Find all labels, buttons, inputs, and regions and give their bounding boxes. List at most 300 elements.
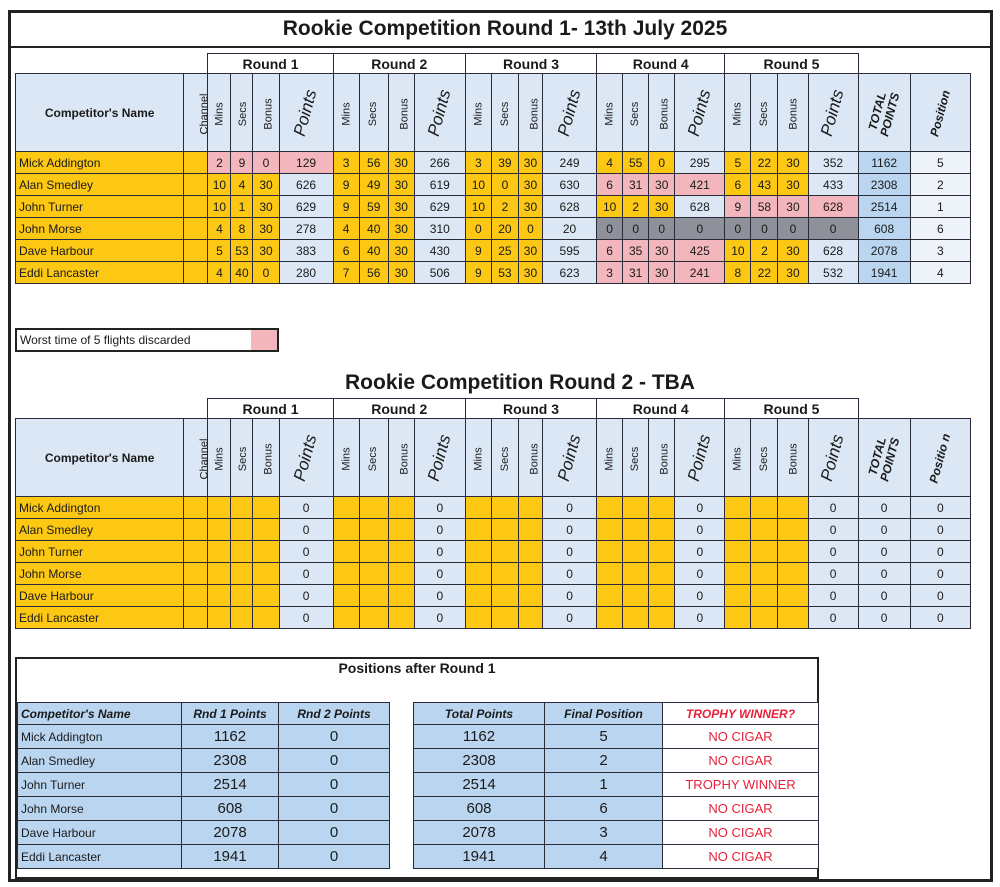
points-cell: 383 [279, 240, 333, 262]
mins-cell [333, 607, 359, 629]
competitor-name: Dave Harbour [16, 585, 184, 607]
bonus-cell: 30 [518, 152, 542, 174]
bonus-cell: 30 [649, 262, 675, 284]
competitor-row [16, 585, 971, 607]
mins-cell: 0 [597, 218, 623, 240]
summary-final-position: 5 [545, 725, 663, 749]
header-mins [465, 74, 491, 152]
bonus-cell: 30 [388, 174, 414, 196]
header-bonus-label: Bonus [398, 442, 411, 475]
mins-cell: 9 [333, 174, 359, 196]
summary-row [414, 749, 819, 773]
mins-cell: 0 [725, 218, 751, 240]
competitor-name: John Morse [16, 563, 184, 585]
secs-cell [623, 519, 649, 541]
header-mins-label: Mins [731, 101, 744, 126]
mins-cell [208, 563, 231, 585]
secs-cell [359, 519, 388, 541]
points-cell: 0 [279, 541, 333, 563]
points-cell: 0 [675, 218, 725, 240]
header-secs-label: Secs [237, 101, 250, 126]
header-mins [597, 419, 623, 497]
sheet1-title: Rookie Competition Round 1- 13th July 2025 [282, 17, 728, 40]
round-header: Round 5 [725, 54, 858, 74]
mins-cell: 3 [465, 152, 491, 174]
header-secs [231, 419, 253, 497]
secs-cell [491, 585, 518, 607]
summary-row [18, 797, 390, 821]
header-bonus-label: Bonus [528, 442, 541, 475]
points-cell: 0 [279, 497, 333, 519]
secs-cell [751, 541, 778, 563]
bonus-cell: 0 [649, 152, 675, 174]
summary-row [414, 773, 819, 797]
header-total-label: TOTAL POINTS [865, 435, 903, 483]
header-bonus [253, 74, 279, 152]
bonus-cell [253, 541, 279, 563]
bonus-cell: 30 [518, 262, 542, 284]
summary-total: 1941 [414, 845, 545, 869]
points-cell: 0 [543, 519, 597, 541]
mins-cell: 9 [725, 196, 751, 218]
bonus-cell: 0 [518, 218, 542, 240]
mins-cell: 10 [465, 196, 491, 218]
mins-cell [333, 541, 359, 563]
legend-discarded [15, 328, 279, 352]
bonus-cell: 30 [518, 174, 542, 196]
points-cell: 626 [279, 174, 333, 196]
summary-row [18, 725, 390, 749]
header-position-label: Positio n [926, 431, 954, 485]
secs-cell [623, 607, 649, 629]
header-points [675, 74, 725, 152]
secs-cell [231, 519, 253, 541]
mins-cell [208, 497, 231, 519]
channel-cell [184, 240, 208, 262]
header-bonus-label: Bonus [788, 442, 801, 475]
points-cell: 506 [414, 262, 465, 284]
points-cell: 433 [808, 174, 858, 196]
secs-cell: 25 [491, 240, 518, 262]
round-header: Round 3 [465, 54, 596, 74]
points-cell: 0 [675, 519, 725, 541]
bonus-cell [649, 497, 675, 519]
header-bonus-label: Bonus [263, 97, 276, 130]
header-channel [184, 419, 211, 497]
secs-cell: 0 [623, 218, 649, 240]
points-cell: 628 [543, 196, 597, 218]
header-points [675, 419, 725, 497]
points-cell: 628 [808, 196, 858, 218]
mins-cell [725, 541, 751, 563]
bonus-cell [253, 585, 279, 607]
spacer [858, 399, 970, 419]
mins-cell: 4 [208, 218, 231, 240]
mins-cell: 9 [333, 196, 359, 218]
competitor-row [16, 196, 971, 218]
points-cell: 0 [414, 497, 465, 519]
header-points [279, 74, 333, 152]
points-cell: 0 [543, 607, 597, 629]
bonus-cell: 0 [778, 218, 808, 240]
summary-row [414, 845, 819, 869]
position-cell: 6 [910, 218, 970, 240]
secs-cell: 22 [751, 262, 778, 284]
bonus-cell: 30 [778, 174, 808, 196]
mins-cell: 4 [208, 262, 231, 284]
round-header: Round 2 [333, 54, 465, 74]
mins-cell: 5 [725, 152, 751, 174]
secs-cell [231, 585, 253, 607]
secs-cell [231, 607, 253, 629]
secs-cell [359, 607, 388, 629]
secs-cell: 20 [491, 218, 518, 240]
mins-cell [333, 563, 359, 585]
competitor-row [16, 240, 971, 262]
mins-cell [208, 541, 231, 563]
secs-cell: 53 [231, 240, 253, 262]
header-secs-label: Secs [367, 101, 380, 126]
col-name: Competitor's Name [18, 703, 182, 725]
mins-cell [333, 585, 359, 607]
summary-total: 608 [414, 797, 545, 821]
header-total-points [858, 419, 910, 497]
secs-cell: 53 [491, 262, 518, 284]
bonus-cell [253, 519, 279, 541]
summary-total: 2078 [414, 821, 545, 845]
summary-rnd1: 2078 [182, 821, 279, 845]
points-cell: 266 [414, 152, 465, 174]
total-points-cell: 0 [858, 585, 910, 607]
secs-cell [751, 519, 778, 541]
header-competitor-name: Competitor's Name [16, 419, 184, 497]
bonus-cell: 30 [778, 152, 808, 174]
header-secs-label: Secs [629, 446, 642, 471]
competitor-row [16, 152, 971, 174]
channel-cell [184, 585, 208, 607]
competitor-name: Mick Addington [16, 497, 184, 519]
summary-row [18, 749, 390, 773]
secs-cell [623, 585, 649, 607]
header-mins-label: Mins [603, 446, 616, 471]
round1-results-table [15, 53, 971, 284]
header-mins [465, 419, 491, 497]
header-points-label: Points [290, 432, 321, 483]
secs-cell [359, 563, 388, 585]
round-header: Round 4 [597, 399, 725, 419]
secs-cell [491, 541, 518, 563]
bonus-cell [778, 563, 808, 585]
points-cell: 630 [543, 174, 597, 196]
points-cell: 0 [808, 607, 858, 629]
header-bonus [649, 419, 675, 497]
position-cell: 4 [910, 262, 970, 284]
secs-cell: 40 [231, 262, 253, 284]
secs-cell: 8 [231, 218, 253, 240]
channel-cell [184, 262, 208, 284]
mins-cell: 9 [465, 240, 491, 262]
mins-cell [465, 497, 491, 519]
summary-total: 2514 [414, 773, 545, 797]
header-secs [623, 419, 649, 497]
summary-name: John Morse [18, 797, 182, 821]
summary-trophy-status: NO CIGAR [663, 845, 819, 869]
points-cell: 628 [808, 240, 858, 262]
header-secs [359, 74, 388, 152]
secs-cell: 40 [359, 218, 388, 240]
points-cell: 595 [543, 240, 597, 262]
bonus-cell: 30 [388, 152, 414, 174]
header-secs-label: Secs [629, 101, 642, 126]
header-total-label: TOTAL POINTS [865, 90, 903, 138]
points-cell: 0 [675, 497, 725, 519]
spacer [16, 399, 208, 419]
points-cell: 241 [675, 262, 725, 284]
summary-row [414, 797, 819, 821]
secs-cell: 2 [751, 240, 778, 262]
points-cell: 619 [414, 174, 465, 196]
header-bonus [778, 74, 808, 152]
mins-cell [597, 585, 623, 607]
secs-cell: 40 [359, 240, 388, 262]
points-cell: 0 [808, 585, 858, 607]
bonus-cell: 30 [388, 218, 414, 240]
points-cell: 629 [279, 196, 333, 218]
summary-final-position: 1 [545, 773, 663, 797]
mins-cell [465, 585, 491, 607]
header-total-points [858, 74, 910, 152]
secs-cell: 39 [491, 152, 518, 174]
mins-cell [465, 563, 491, 585]
points-cell: 0 [675, 541, 725, 563]
bonus-cell [253, 497, 279, 519]
header-mins [333, 419, 359, 497]
competitor-name: Eddi Lancaster [16, 262, 184, 284]
header-secs [231, 74, 253, 152]
bonus-cell [388, 607, 414, 629]
competitor-row [16, 262, 971, 284]
mins-cell [725, 519, 751, 541]
header-bonus [518, 419, 542, 497]
bonus-cell [518, 497, 542, 519]
legend-swatch [251, 330, 277, 350]
secs-cell: 9 [231, 152, 253, 174]
header-secs-label: Secs [237, 446, 250, 471]
competitor-name: Mick Addington [16, 152, 184, 174]
bonus-cell [253, 607, 279, 629]
summary-rnd1: 2308 [182, 749, 279, 773]
round-header: Round 1 [208, 399, 333, 419]
competitor-name: Eddi Lancaster [16, 607, 184, 629]
points-cell: 0 [279, 519, 333, 541]
bonus-cell [518, 563, 542, 585]
total-points-cell: 1162 [858, 152, 910, 174]
total-points-cell: 2078 [858, 240, 910, 262]
summary-rnd2: 0 [279, 845, 390, 869]
header-mins [333, 74, 359, 152]
total-points-cell: 608 [858, 218, 910, 240]
points-cell: 0 [808, 563, 858, 585]
secs-cell: 2 [623, 196, 649, 218]
points-cell: 278 [279, 218, 333, 240]
header-points [543, 74, 597, 152]
competitor-row [16, 497, 971, 519]
mins-cell [725, 497, 751, 519]
position-cell: 1 [910, 196, 970, 218]
header-points-label: Points [817, 87, 848, 138]
secs-cell [231, 563, 253, 585]
channel-cell [184, 607, 208, 629]
points-cell: 129 [279, 152, 333, 174]
bonus-cell [778, 519, 808, 541]
header-points-label: Points [424, 87, 455, 138]
mins-cell [725, 607, 751, 629]
channel-cell [184, 563, 208, 585]
mins-cell: 10 [597, 196, 623, 218]
points-cell: 425 [675, 240, 725, 262]
header-secs [491, 74, 518, 152]
summary-total: 2308 [414, 749, 545, 773]
channel-cell [184, 196, 208, 218]
position-cell: 5 [910, 152, 970, 174]
header-bonus [388, 419, 414, 497]
summary-name: Alan Smedley [18, 749, 182, 773]
points-cell: 623 [543, 262, 597, 284]
summary-trophy-status: NO CIGAR [663, 749, 819, 773]
points-cell: 421 [675, 174, 725, 196]
bonus-cell: 30 [778, 262, 808, 284]
bonus-cell: 30 [388, 196, 414, 218]
secs-cell: 56 [359, 152, 388, 174]
secs-cell: 43 [751, 174, 778, 196]
header-bonus-label: Bonus [788, 97, 801, 130]
summary-row [18, 773, 390, 797]
bonus-cell [649, 563, 675, 585]
header-channel [184, 74, 211, 152]
secs-cell: 2 [491, 196, 518, 218]
mins-cell [597, 519, 623, 541]
header-bonus-label: Bonus [263, 442, 276, 475]
points-cell: 0 [675, 563, 725, 585]
total-points-cell: 1941 [858, 262, 910, 284]
header-secs [491, 419, 518, 497]
competitor-row [16, 607, 971, 629]
header-bonus [253, 419, 279, 497]
bonus-cell [388, 497, 414, 519]
secs-cell: 0 [491, 174, 518, 196]
mins-cell: 8 [725, 262, 751, 284]
secs-cell [751, 585, 778, 607]
secs-cell [359, 541, 388, 563]
summary-trophy-status: NO CIGAR [663, 797, 819, 821]
points-cell: 430 [414, 240, 465, 262]
mins-cell: 2 [208, 152, 231, 174]
secs-cell: 35 [623, 240, 649, 262]
header-position [910, 419, 970, 497]
summary-row [414, 821, 819, 845]
points-cell: 249 [543, 152, 597, 174]
competitor-row [16, 174, 971, 196]
header-mins-label: Mins [340, 446, 353, 471]
bonus-cell: 30 [388, 240, 414, 262]
mins-cell: 6 [725, 174, 751, 196]
header-competitor-name: Competitor's Name [16, 74, 184, 152]
mins-cell [208, 519, 231, 541]
round-header: Round 4 [597, 54, 725, 74]
legend-text: Worst time of 5 flights discarded [20, 333, 191, 347]
header-mins-label: Mins [340, 101, 353, 126]
points-cell: 280 [279, 262, 333, 284]
total-points-cell: 2514 [858, 196, 910, 218]
summary-rnd2: 0 [279, 749, 390, 773]
bonus-cell: 30 [649, 174, 675, 196]
position-cell: 0 [910, 585, 970, 607]
points-cell: 0 [279, 607, 333, 629]
bonus-cell [253, 563, 279, 585]
bonus-cell: 30 [518, 240, 542, 262]
secs-cell [623, 497, 649, 519]
col-final: Final Position [545, 703, 663, 725]
col-total: Total Points [414, 703, 545, 725]
summary-final-position: 4 [545, 845, 663, 869]
position-cell: 0 [910, 607, 970, 629]
bonus-cell [388, 541, 414, 563]
competitor-row [16, 218, 971, 240]
mins-cell [597, 607, 623, 629]
header-mins-label: Mins [214, 101, 227, 126]
summary-final-position: 3 [545, 821, 663, 845]
header-points [808, 419, 858, 497]
header-secs [751, 74, 778, 152]
mins-cell: 6 [597, 240, 623, 262]
secs-cell [491, 607, 518, 629]
summary-row [414, 725, 819, 749]
header-channel-label: Channel [198, 93, 211, 134]
col-rnd1: Rnd 1 Points [182, 703, 279, 725]
points-cell: 20 [543, 218, 597, 240]
mins-cell [465, 519, 491, 541]
header-points-label: Points [290, 87, 321, 138]
summary-final-position: 6 [545, 797, 663, 821]
summary-trophy-status: NO CIGAR [663, 821, 819, 845]
header-bonus-label: Bonus [528, 97, 541, 130]
secs-cell [751, 563, 778, 585]
secs-cell [491, 519, 518, 541]
summary-row [18, 821, 390, 845]
bonus-cell [778, 541, 808, 563]
points-cell: 0 [543, 497, 597, 519]
spacer [858, 54, 970, 74]
mins-cell: 6 [333, 240, 359, 262]
mins-cell [597, 541, 623, 563]
header-mins-label: Mins [603, 101, 616, 126]
secs-cell: 0 [751, 218, 778, 240]
points-cell: 0 [414, 519, 465, 541]
points-cell: 0 [414, 585, 465, 607]
secs-cell [491, 563, 518, 585]
bonus-cell: 30 [518, 196, 542, 218]
points-cell: 0 [543, 585, 597, 607]
points-cell: 0 [808, 541, 858, 563]
position-cell: 0 [910, 541, 970, 563]
points-cell: 0 [675, 585, 725, 607]
secs-cell [359, 585, 388, 607]
total-points-cell: 2308 [858, 174, 910, 196]
bonus-cell [649, 519, 675, 541]
header-bonus [778, 419, 808, 497]
points-cell: 0 [808, 497, 858, 519]
secs-cell: 56 [359, 262, 388, 284]
